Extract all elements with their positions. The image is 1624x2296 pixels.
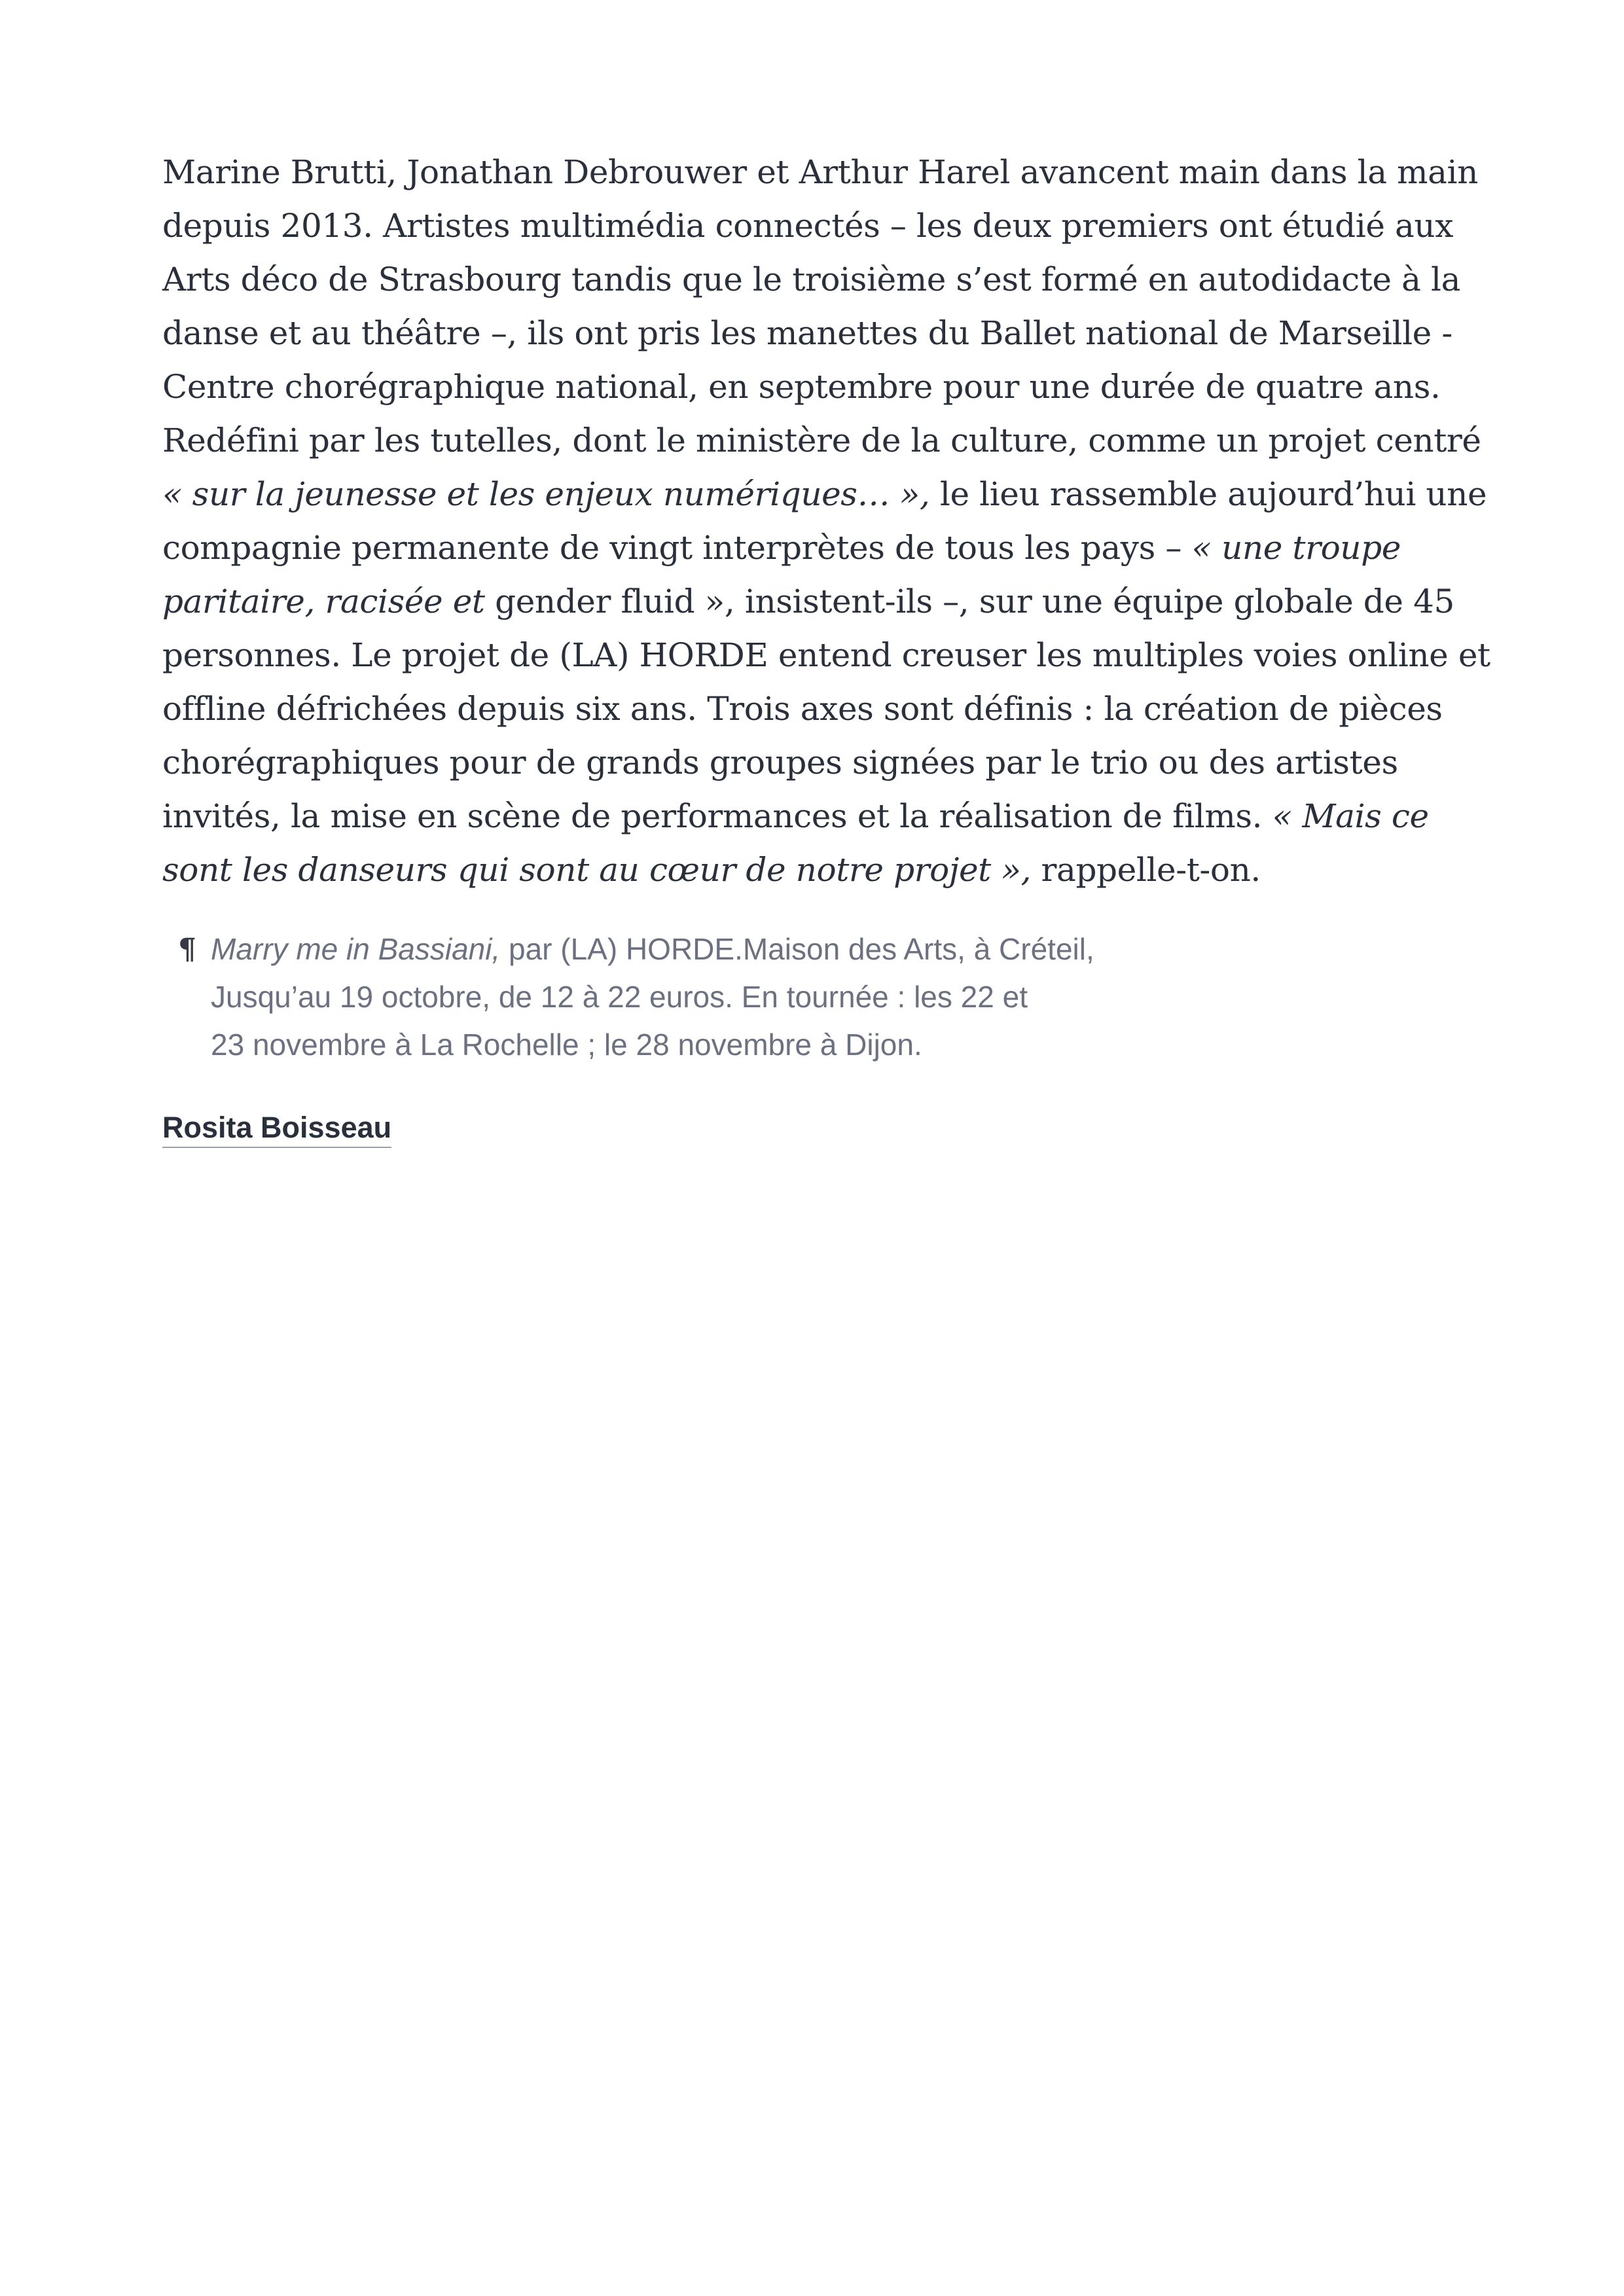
show-title: Marry me in Bassiani, (211, 932, 501, 966)
article (162, 145, 1491, 1145)
body-paragraph (162, 145, 1491, 897)
quote-troupe: « une troupe paritaire, racisée et (162, 529, 1401, 620)
quote-danseurs: « Mais ce sont les danseurs qui sont au cœur de notre projet », (162, 797, 1429, 889)
venue-text: par (LA) HORDE.Maison des Arts, à Créteil, (500, 932, 1094, 966)
paragraph-text-3: gender fluid », insistent-ils –, sur une équipe globale de 45 personnes. Le projet de (LA) HORDE entend creuser les multiples voies online et offline défrichées depuis six ans. Trois axes sont définis : la création de pièces chorégraphiques pour de grands groupes signées par le trio ou des artistes invités, la mise en scène de performances et la réalisation de films. (162, 583, 1490, 835)
paragraph-text-2: le lieu rassemble aujourd’hui une compagnie permanente de vingt interprètes de tous les pays – (162, 475, 1487, 567)
paragraph-text-4: rappelle-t-on. (1031, 851, 1261, 889)
info-line-1 (211, 925, 1491, 973)
show-info-note (162, 925, 1491, 1069)
quote-jeunesse: « sur la jeunesse et les enjeux numériques… », (162, 475, 930, 513)
info-line-3: 23 novembre à La Rochelle ; le 28 novembre à Dijon. (211, 1028, 922, 1062)
paragraph-text-1: Marine Brutti, Jonathan Debrouwer et Arthur Harel avancent main dans la main depuis 2013. Artistes multimédia connectés – les deux premiers ont étudié aux Arts déco de Strasbourg tandis que le troisième s’est formé en autodidacte à la danse et au théâtre –, ils ont pris les manettes du Ballet national de Marseille - Centre chorégraphique national, en septembre pour une durée de quatre ans. Redéfini par les tutelles, dont le ministère de la culture, comme un projet centré (162, 153, 1481, 459)
pilcrow-icon: ¶ (178, 933, 196, 966)
author-byline (162, 1111, 1491, 1145)
author-link[interactable]: Rosita Boisseau (162, 1111, 391, 1148)
info-line-2: Jusqu’au 19 octobre, de 12 à 22 euros. En tournée : les 22 et (211, 980, 1028, 1014)
